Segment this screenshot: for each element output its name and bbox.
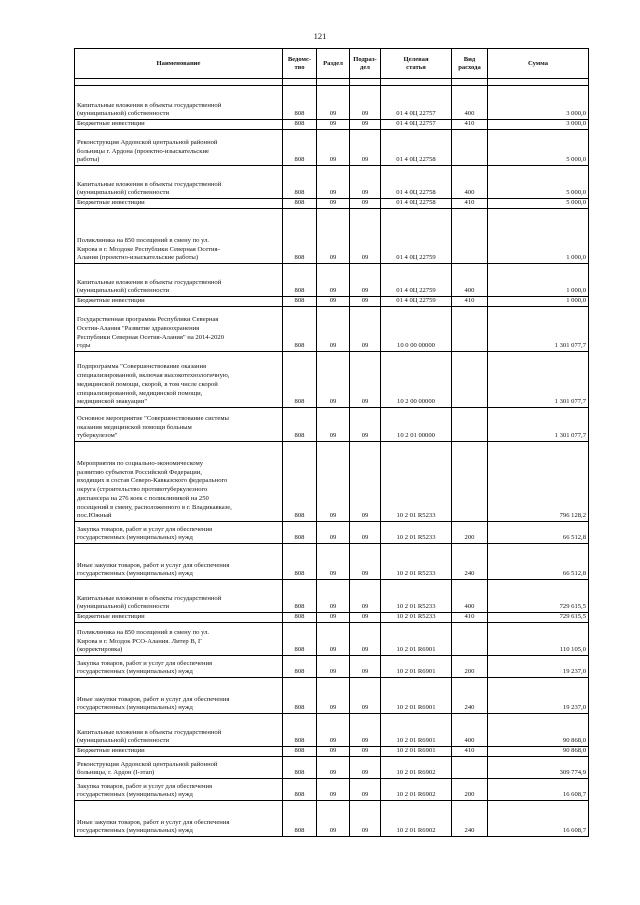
table-row xyxy=(75,714,589,747)
row-sum: 66 512,8 xyxy=(488,522,589,544)
row-expense-type xyxy=(452,130,488,166)
row-name: Иные закупки товаров, работ и услуг для обеспечения государственных (муниципальных) нужд xyxy=(75,801,283,837)
row-name: Иные закупки товаров, работ и услуг для обеспечения государственных (муниципальных) нужд xyxy=(75,544,283,580)
row-expense-type: 400 xyxy=(452,580,488,613)
row-name: Бюджетные инвестиции xyxy=(75,747,283,757)
table-row xyxy=(75,297,589,307)
row-name: Подпрограмма "Совершенствование оказания специализированной, включая высокотехнологичную, медицинской помощи, скорой, в том числе скорой специализированной, медицинской помощи, медицинской эвакуации" xyxy=(75,352,283,408)
row-subsection: 09 xyxy=(350,209,381,264)
table-row xyxy=(75,120,589,130)
table-row xyxy=(75,307,589,352)
row-target: 01 4 0Ц 22758 xyxy=(381,166,452,199)
row-dept: 808 xyxy=(283,130,317,166)
header-name: Наименование xyxy=(75,49,283,79)
row-section: 09 xyxy=(317,120,350,130)
row-section: 09 xyxy=(317,352,350,408)
row-section: 09 xyxy=(317,307,350,352)
row-target: 10 2 01 R6901 xyxy=(381,623,452,656)
row-target: 10 2 01 00000 xyxy=(381,408,452,442)
row-section: 09 xyxy=(317,544,350,580)
row-target: 10 2 01 R6902 xyxy=(381,779,452,801)
row-sum: 110 105,0 xyxy=(488,623,589,656)
table-row xyxy=(75,580,589,613)
row-section: 09 xyxy=(317,130,350,166)
row-section: 09 xyxy=(317,209,350,264)
row-section: 09 xyxy=(317,757,350,779)
row-expense-type: 240 xyxy=(452,801,488,837)
row-section: 09 xyxy=(317,442,350,522)
row-name: Бюджетные инвестиции xyxy=(75,613,283,623)
table-row xyxy=(75,656,589,678)
row-subsection: 09 xyxy=(350,714,381,747)
row-sum: 729 615,5 xyxy=(488,580,589,613)
row-name: Поликлиника на 850 посещений в смену по ул. Кирова в г. Моздок РСО-Алания. Литер В, Г (корректировка) xyxy=(75,623,283,656)
row-section: 09 xyxy=(317,613,350,623)
row-sum: 1 000,0 xyxy=(488,297,589,307)
table-row xyxy=(75,264,589,297)
row-target: 10 2 01 R5233 xyxy=(381,442,452,522)
row-subsection: 09 xyxy=(350,613,381,623)
row-name: Закупка товаров, работ и услуг для обеспечения государственных (муниципальных) нужд xyxy=(75,779,283,801)
row-section: 09 xyxy=(317,522,350,544)
row-section: 09 xyxy=(317,86,350,120)
row-target: 01 4 0Ц 22758 xyxy=(381,199,452,209)
row-target: 10 2 01 R6902 xyxy=(381,801,452,837)
row-dept: 808 xyxy=(283,199,317,209)
row-sum: 5 000,0 xyxy=(488,199,589,209)
row-subsection: 09 xyxy=(350,580,381,613)
row-target: 01 4 0Ц 22759 xyxy=(381,264,452,297)
row-dept: 808 xyxy=(283,408,317,442)
row-expense-type xyxy=(452,442,488,522)
row-expense-type: 400 xyxy=(452,166,488,199)
row-sum: 5 000,0 xyxy=(488,130,589,166)
header-subsection: Подраз- дел xyxy=(350,49,381,79)
row-name: Бюджетные инвестиции xyxy=(75,120,283,130)
row-subsection: 09 xyxy=(350,747,381,757)
row-subsection: 09 xyxy=(350,442,381,522)
row-subsection: 09 xyxy=(350,623,381,656)
row-target: 01 4 0Ц 22759 xyxy=(381,209,452,264)
row-dept: 808 xyxy=(283,297,317,307)
row-expense-type: 200 xyxy=(452,779,488,801)
row-section: 09 xyxy=(317,747,350,757)
row-expense-type xyxy=(452,757,488,779)
row-dept: 808 xyxy=(283,120,317,130)
row-subsection: 09 xyxy=(350,297,381,307)
row-dept: 808 xyxy=(283,166,317,199)
row-expense-type: 240 xyxy=(452,678,488,714)
row-sum: 16 608,7 xyxy=(488,779,589,801)
header-section: Раздел xyxy=(317,49,350,79)
row-target: 10 2 01 R6901 xyxy=(381,747,452,757)
row-subsection: 09 xyxy=(350,86,381,120)
row-name: Поликлиника на 850 посещений в смену по ул. Кирова в г. Моздоке Республики Северная Осетия- Алания (проектно-изыскательские работы) xyxy=(75,209,283,264)
row-section: 09 xyxy=(317,166,350,199)
row-dept: 808 xyxy=(283,307,317,352)
row-target: 10 2 01 R5233 xyxy=(381,544,452,580)
row-sum: 3 000,0 xyxy=(488,120,589,130)
row-dept: 808 xyxy=(283,580,317,613)
row-section: 09 xyxy=(317,656,350,678)
row-name: Мероприятия по социально-экономическому развитию субъектов Российской Федерации, входящих в состав Северо-Кавказского федерального округа (строительство противотуберкулезного диспансера на 276 коек с поликлиникой на 250 посещений в смену, расположенного в г. Владикавказе, пос.Южный xyxy=(75,442,283,522)
header-target: Целевая статья xyxy=(381,49,452,79)
row-name: Основное мероприятие "Совершенствование системы оказания медицинской помощи больным туберкулезом" xyxy=(75,408,283,442)
table-row xyxy=(75,166,589,199)
row-section: 09 xyxy=(317,779,350,801)
row-subsection: 09 xyxy=(350,120,381,130)
row-name: Закупка товаров, работ и услуг для обеспечения государственных (муниципальных) нужд xyxy=(75,522,283,544)
row-target: 10 2 01 R5233 xyxy=(381,522,452,544)
row-expense-type: 410 xyxy=(452,747,488,757)
table-row xyxy=(75,779,589,801)
row-subsection: 09 xyxy=(350,522,381,544)
row-section: 09 xyxy=(317,297,350,307)
row-dept: 808 xyxy=(283,757,317,779)
row-sum: 90 868,0 xyxy=(488,747,589,757)
table-row xyxy=(75,352,589,408)
table-row xyxy=(75,522,589,544)
row-name: Закупка товаров, работ и услуг для обеспечения государственных (муниципальных) нужд xyxy=(75,656,283,678)
row-subsection: 09 xyxy=(350,130,381,166)
row-sum: 729 615,5 xyxy=(488,613,589,623)
row-subsection: 09 xyxy=(350,678,381,714)
row-dept: 808 xyxy=(283,656,317,678)
row-name: Реконструкция Ардонской центральной районной больницы г. Ардона (проектно-изыскательские работы) xyxy=(75,130,283,166)
row-target: 01 4 0Ц 22759 xyxy=(381,297,452,307)
row-section: 09 xyxy=(317,678,350,714)
table-row xyxy=(75,442,589,522)
row-dept: 808 xyxy=(283,779,317,801)
row-dept: 808 xyxy=(283,613,317,623)
table-row xyxy=(75,757,589,779)
table-body xyxy=(75,86,589,837)
table-row xyxy=(75,544,589,580)
row-dept: 808 xyxy=(283,264,317,297)
row-target: 10 2 01 R6901 xyxy=(381,678,452,714)
row-name: Капитальные вложения в объекты государственной (муниципальной) собственности xyxy=(75,166,283,199)
budget-table xyxy=(74,48,589,837)
row-name: Капитальные вложения в объекты государственной (муниципальной) собственности xyxy=(75,264,283,297)
row-name: Капитальные вложения в объекты государственной (муниципальной) собственности xyxy=(75,714,283,747)
row-name: Государственная программа Республики Северная Осетия-Алания "Развитие здравоохранения Республики Северная Осетия-Алания" на 2014-2020 годы xyxy=(75,307,283,352)
row-target: 01 4 0Ц 22757 xyxy=(381,120,452,130)
row-expense-type: 410 xyxy=(452,199,488,209)
row-name: Капитальные вложения в объекты государственной (муниципальной) собственности xyxy=(75,86,283,120)
row-expense-type: 410 xyxy=(452,613,488,623)
row-sum: 309 774,9 xyxy=(488,757,589,779)
table-row xyxy=(75,209,589,264)
table-row xyxy=(75,747,589,757)
row-target: 10 2 01 R6901 xyxy=(381,714,452,747)
row-expense-type: 400 xyxy=(452,264,488,297)
row-dept: 808 xyxy=(283,623,317,656)
row-section: 09 xyxy=(317,580,350,613)
row-subsection: 09 xyxy=(350,264,381,297)
page-number: 121 xyxy=(313,31,327,41)
row-section: 09 xyxy=(317,199,350,209)
row-expense-type xyxy=(452,408,488,442)
row-sum: 1 301 077,7 xyxy=(488,352,589,408)
row-name: Капитальные вложения в объекты государственной (муниципальной) собственности xyxy=(75,580,283,613)
row-expense-type: 400 xyxy=(452,714,488,747)
row-expense-type: 410 xyxy=(452,120,488,130)
row-expense-type xyxy=(452,209,488,264)
row-sum: 19 237,0 xyxy=(488,678,589,714)
row-sum: 3 000,0 xyxy=(488,86,589,120)
row-expense-type: 200 xyxy=(452,522,488,544)
table-row xyxy=(75,678,589,714)
row-target: 10 2 01 R6902 xyxy=(381,757,452,779)
row-name: Бюджетные инвестиции xyxy=(75,297,283,307)
row-expense-type: 240 xyxy=(452,544,488,580)
row-target: 10 0 00 00000 xyxy=(381,307,452,352)
row-dept: 808 xyxy=(283,522,317,544)
row-section: 09 xyxy=(317,801,350,837)
row-subsection: 09 xyxy=(350,352,381,408)
row-section: 09 xyxy=(317,408,350,442)
row-subsection: 09 xyxy=(350,801,381,837)
row-expense-type: 410 xyxy=(452,297,488,307)
row-name: Реконструкция Ардонской центральной районной больницы, г. Ардон (I-этап) xyxy=(75,757,283,779)
row-expense-type: 400 xyxy=(452,86,488,120)
row-sum: 5 000,0 xyxy=(488,166,589,199)
row-section: 09 xyxy=(317,714,350,747)
row-sum: 1 301 077,7 xyxy=(488,408,589,442)
table-header xyxy=(75,49,589,86)
row-subsection: 09 xyxy=(350,307,381,352)
table-row xyxy=(75,623,589,656)
row-subsection: 09 xyxy=(350,408,381,442)
row-sum: 90 868,0 xyxy=(488,714,589,747)
row-dept: 808 xyxy=(283,544,317,580)
row-subsection: 09 xyxy=(350,166,381,199)
header-dept: Ведомс- тво xyxy=(283,49,317,79)
row-subsection: 09 xyxy=(350,757,381,779)
row-dept: 808 xyxy=(283,747,317,757)
row-target: 10 2 01 R6901 xyxy=(381,656,452,678)
row-dept: 808 xyxy=(283,678,317,714)
header-spacer xyxy=(75,79,589,86)
row-target: 10 2 00 00000 xyxy=(381,352,452,408)
table-row xyxy=(75,199,589,209)
table-row xyxy=(75,86,589,120)
row-subsection: 09 xyxy=(350,656,381,678)
row-dept: 808 xyxy=(283,86,317,120)
row-target: 01 4 0Ц 22758 xyxy=(381,130,452,166)
table-row xyxy=(75,130,589,166)
table-row xyxy=(75,613,589,623)
row-section: 09 xyxy=(317,623,350,656)
row-subsection: 09 xyxy=(350,779,381,801)
row-sum: 1 000,0 xyxy=(488,264,589,297)
header-expense-type: Вид расхода xyxy=(452,49,488,79)
table-row xyxy=(75,408,589,442)
row-expense-type xyxy=(452,352,488,408)
row-sum: 1 000,0 xyxy=(488,209,589,264)
row-sum: 16 608,7 xyxy=(488,801,589,837)
row-dept: 808 xyxy=(283,442,317,522)
row-expense-type xyxy=(452,307,488,352)
row-subsection: 09 xyxy=(350,199,381,209)
row-name: Бюджетные инвестиции xyxy=(75,199,283,209)
row-subsection: 09 xyxy=(350,544,381,580)
row-dept: 808 xyxy=(283,209,317,264)
row-target: 10 2 01 R5233 xyxy=(381,580,452,613)
row-expense-type xyxy=(452,623,488,656)
row-sum: 796 128,2 xyxy=(488,442,589,522)
row-dept: 808 xyxy=(283,801,317,837)
row-name: Иные закупки товаров, работ и услуг для обеспечения государственных (муниципальных) нужд xyxy=(75,678,283,714)
row-dept: 808 xyxy=(283,714,317,747)
row-sum: 66 512,8 xyxy=(488,544,589,580)
row-sum: 19 237,0 xyxy=(488,656,589,678)
table-row xyxy=(75,801,589,837)
row-target: 10 2 01 R5233 xyxy=(381,613,452,623)
row-target: 01 4 0Ц 22757 xyxy=(381,86,452,120)
row-expense-type: 200 xyxy=(452,656,488,678)
header-sum: Сумма xyxy=(488,49,589,79)
row-sum: 1 301 077,7 xyxy=(488,307,589,352)
row-section: 09 xyxy=(317,264,350,297)
row-dept: 808 xyxy=(283,352,317,408)
